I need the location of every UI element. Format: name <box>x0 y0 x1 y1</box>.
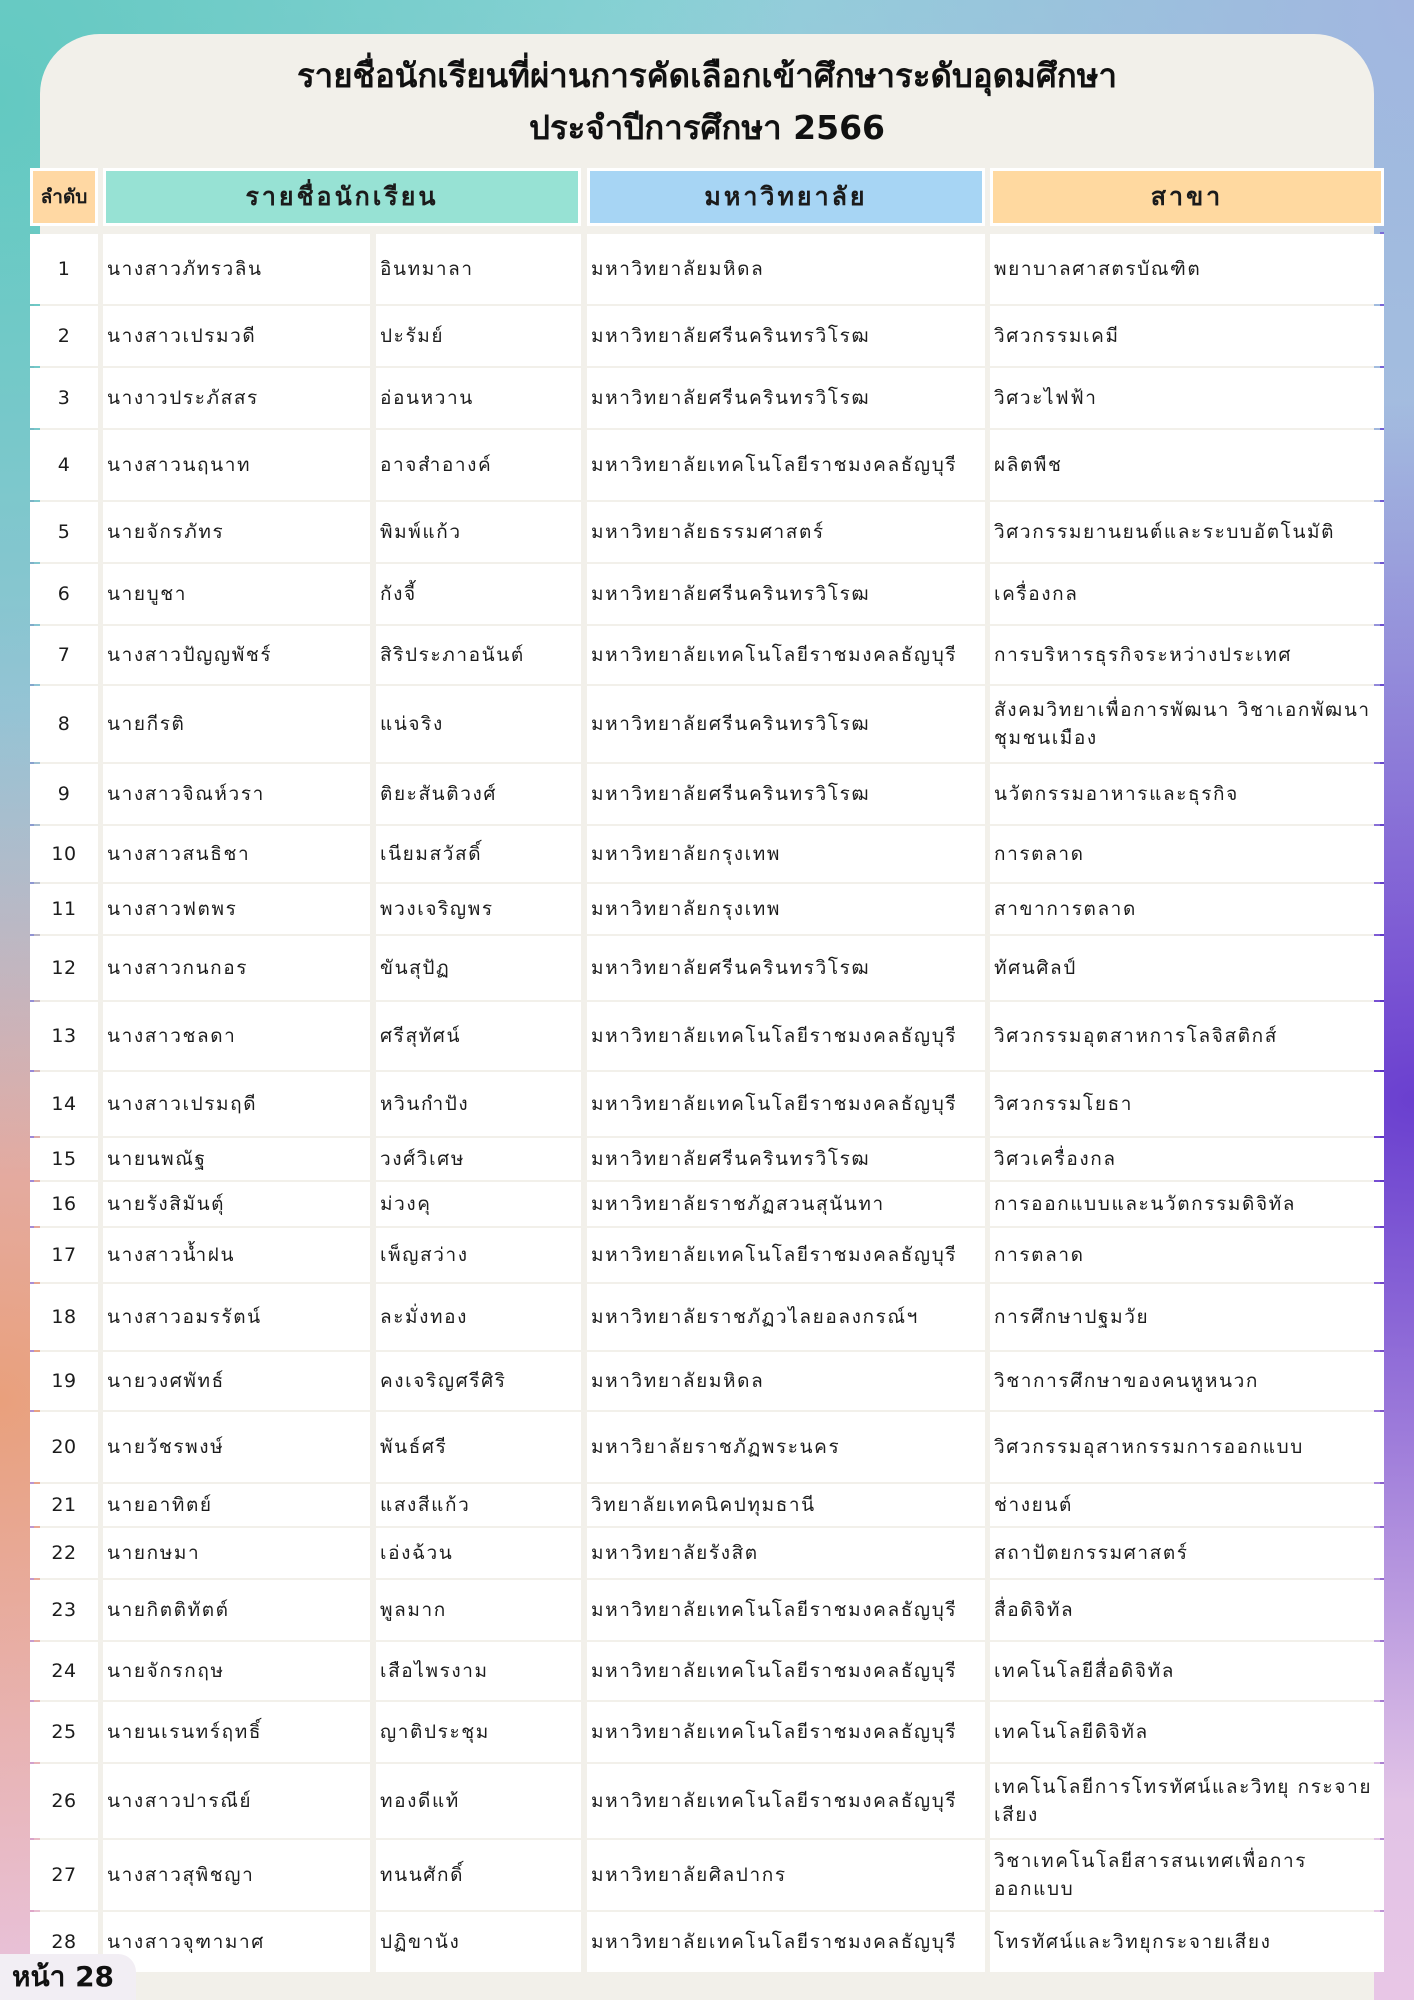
field-of-study: ทัศนศิลป์ <box>990 936 1384 1000</box>
student-first-name: นายกษมา <box>103 1528 370 1578</box>
student-first-name: นายกีรติ <box>103 686 370 762</box>
university-name: วิทยาลัยเทคนิคปทุมธานี <box>587 1484 985 1526</box>
row-number: 25 <box>30 1702 98 1762</box>
student-last-name: ติยะสันติวงศ์ <box>376 764 581 824</box>
table-row <box>30 1002 1384 1070</box>
table-row <box>30 1182 1384 1226</box>
field-of-study: เทคโนโลยีการโทรทัศน์และวิทยุ กระจายเสียง <box>990 1764 1384 1838</box>
table-row <box>30 564 1384 624</box>
row-number: 6 <box>30 564 98 624</box>
row-number: 27 <box>30 1840 98 1910</box>
field-of-study: วิศวกรรมโยธา <box>990 1072 1384 1136</box>
university-name: มหาวิทยาลัยเทคโนโลยีราชมงคลธัญบุรี <box>587 1002 985 1070</box>
field-of-study: สาขาการตลาด <box>990 884 1384 934</box>
university-name: มหาวิทยาลัยศิลปากร <box>587 1840 985 1910</box>
field-of-study: วิศวกรรมอุตสาหการโลจิสติกส์ <box>990 1002 1384 1070</box>
student-last-name: พูลมาก <box>376 1580 581 1640</box>
field-of-study: วิชาการศึกษาของคนหูหนวก <box>990 1352 1384 1410</box>
table-row <box>30 1580 1384 1640</box>
university-name: มหาวิทยาลัยราชภัฏวไลยอลงกรณ์ฯ <box>587 1284 985 1350</box>
field-of-study: การตลาด <box>990 1228 1384 1282</box>
student-last-name: แสงสีแก้ว <box>376 1484 581 1526</box>
student-last-name: เอ่งฉ้วน <box>376 1528 581 1578</box>
header-field: สาขา <box>990 168 1384 226</box>
row-number: 11 <box>30 884 98 934</box>
university-name: มหาวิทยาลัยเทคโนโลยีราชมงคลธัญบุรี <box>587 1642 985 1700</box>
student-first-name: นายนพณัฐ <box>103 1138 370 1180</box>
row-number: 3 <box>30 368 98 428</box>
field-of-study: พยาบาลศาสตรบัณฑิต <box>990 234 1384 304</box>
university-name: มหาวิทยาลัยเทคโนโลยีราชมงคลธัญบุรี <box>587 626 985 684</box>
table-row <box>30 1284 1384 1350</box>
row-number: 4 <box>30 430 98 500</box>
university-name: มหาวิทยาลัยเทคโนโลยีราชมงคลธัญบุรี <box>587 1580 985 1640</box>
student-last-name: แน่จริง <box>376 686 581 762</box>
student-first-name: นางสาวเปรมวดี <box>103 306 370 366</box>
field-of-study: การศึกษาปฐมวัย <box>990 1284 1384 1350</box>
university-name: มหาวิทยาลัยเทคโนโลยีราชมงคลธัญบุรี <box>587 1228 985 1282</box>
table-row <box>30 1764 1384 1838</box>
student-first-name: นางสาวน้ำฝน <box>103 1228 370 1282</box>
student-first-name: นายวัชรพงษ์ <box>103 1412 370 1482</box>
student-last-name: ปะรัมย์ <box>376 306 581 366</box>
student-last-name: ปฏิขานัง <box>376 1912 581 1972</box>
university-name: มหาวิทยาลัยศรีนครินทรวิโรฒ <box>587 1138 985 1180</box>
row-number: 21 <box>30 1484 98 1526</box>
student-last-name: คงเจริญศรีศิริ <box>376 1352 581 1410</box>
student-first-name: นางาวประภัสสร <box>103 368 370 428</box>
field-of-study: สังคมวิทยาเพื่อการพัฒนา วิชาเอกพัฒนาชุมชนเมือง <box>990 686 1384 762</box>
student-last-name: อาจสำอางค์ <box>376 430 581 500</box>
student-last-name: พันธ์ศรี <box>376 1412 581 1482</box>
student-last-name: ละมั่งทอง <box>376 1284 581 1350</box>
student-first-name: นางสาวอมรรัตน์ <box>103 1284 370 1350</box>
university-name: มหาวิทยาลัยศรีนครินทรวิโรฒ <box>587 686 985 762</box>
title-line-2: ประจำปีการศึกษา 2566 <box>529 108 885 147</box>
table-row <box>30 1702 1384 1762</box>
table-row <box>30 234 1384 304</box>
row-number: 14 <box>30 1072 98 1136</box>
table-row <box>30 1228 1384 1282</box>
field-of-study: โทรทัศน์และวิทยุกระจายเสียง <box>990 1912 1384 1972</box>
student-first-name: นายจักรภัทร <box>103 502 370 562</box>
university-name: มหาวิทยาลัยศรีนครินทรวิโรฒ <box>587 764 985 824</box>
field-of-study: เครื่องกล <box>990 564 1384 624</box>
page-number: หน้า 28 <box>0 1954 136 2000</box>
table-row <box>30 686 1384 762</box>
field-of-study: สถาปัตยกรรมศาสตร์ <box>990 1528 1384 1578</box>
table-row <box>30 1484 1384 1526</box>
row-number: 2 <box>30 306 98 366</box>
student-last-name: เนียมสวัสดิ์ <box>376 826 581 882</box>
table-row <box>30 306 1384 366</box>
student-first-name: นางสาวจิณห์วรา <box>103 764 370 824</box>
row-number: 19 <box>30 1352 98 1410</box>
university-name: มหาวิทยาลัยศรีนครินทรวิโรฒ <box>587 306 985 366</box>
table-row <box>30 368 1384 428</box>
student-first-name: นางสาวกนกอร <box>103 936 370 1000</box>
student-last-name: วงศ์วิเศษ <box>376 1138 581 1180</box>
row-number: 15 <box>30 1138 98 1180</box>
row-number: 13 <box>30 1002 98 1070</box>
table-row <box>30 430 1384 500</box>
university-name: มหาวิทยาลัยมหิดล <box>587 234 985 304</box>
student-last-name: พิมพ์แก้ว <box>376 502 581 562</box>
university-name: มหาวิทยาลัยศรีนครินทรวิโรฒ <box>587 564 985 624</box>
student-last-name: เสือไพรงาม <box>376 1642 581 1700</box>
row-number: 17 <box>30 1228 98 1282</box>
row-number: 22 <box>30 1528 98 1578</box>
student-last-name: ญาติประชุม <box>376 1702 581 1762</box>
field-of-study: การตลาด <box>990 826 1384 882</box>
field-of-study: วิศวเครื่องกล <box>990 1138 1384 1180</box>
university-name: มหาวิทยาลัยกรุงเทพ <box>587 826 985 882</box>
field-of-study: วิศวะไฟฟ้า <box>990 368 1384 428</box>
student-first-name: นางสาวสุพิชญา <box>103 1840 370 1910</box>
student-last-name: พวงเจริญพร <box>376 884 581 934</box>
table-row <box>30 1912 1384 1972</box>
table-row <box>30 1072 1384 1136</box>
university-name: มหาวิทยาลัยธรรมศาสตร์ <box>587 502 985 562</box>
student-first-name: นางสาวปารณีย์ <box>103 1764 370 1838</box>
table-row <box>30 1528 1384 1578</box>
table-row <box>30 1138 1384 1180</box>
table-row <box>30 1352 1384 1410</box>
university-name: มหาวิทยาลัยเทคโนโลยีราชมงคลธัญบุรี <box>587 1072 985 1136</box>
student-last-name: ขันสุปัฏ <box>376 936 581 1000</box>
field-of-study: วิศวกรรมยานยนต์และระบบอัตโนมัติ <box>990 502 1384 562</box>
student-first-name: นางสาวสนธิชา <box>103 826 370 882</box>
field-of-study: วิศวกรรมเคมี <box>990 306 1384 366</box>
student-first-name: นายรังสิมันตุ์ <box>103 1182 370 1226</box>
table-row <box>30 502 1384 562</box>
field-of-study: เทคโนโลยีดิจิทัล <box>990 1702 1384 1762</box>
student-last-name: กังจี้ <box>376 564 581 624</box>
table-row <box>30 1840 1384 1910</box>
field-of-study: การออกแบบและนวัตกรรมดิจิทัล <box>990 1182 1384 1226</box>
table-row <box>30 826 1384 882</box>
student-last-name: หวินกำปัง <box>376 1072 581 1136</box>
table-row <box>30 626 1384 684</box>
student-first-name: นายจักรกฤษ <box>103 1642 370 1700</box>
field-of-study: สื่อดิจิทัล <box>990 1580 1384 1640</box>
field-of-study: นวัตกรรมอาหารและธุรกิจ <box>990 764 1384 824</box>
student-last-name: ม่วงคุ <box>376 1182 581 1226</box>
student-first-name: นายอาทิตย์ <box>103 1484 370 1526</box>
university-name: มหาวิทยาลัยเทคโนโลยีราชมงคลธัญบุรี <box>587 1764 985 1838</box>
student-last-name: ทองดีแท้ <box>376 1764 581 1838</box>
student-last-name: อ่อนหวาน <box>376 368 581 428</box>
university-name: มหาวิทยาลัยเทคโนโลยีราชมงคลธัญบุรี <box>587 1702 985 1762</box>
row-number: 18 <box>30 1284 98 1350</box>
row-number: 16 <box>30 1182 98 1226</box>
student-first-name: นายวงศพัทธ์ <box>103 1352 370 1410</box>
header-no: ลำดับ <box>30 168 98 226</box>
header-student-name: รายชื่อนักเรียน <box>103 168 581 226</box>
student-last-name: ศรีสุทัศน์ <box>376 1002 581 1070</box>
row-number: 12 <box>30 936 98 1000</box>
field-of-study: วิชาเทคโนโลยีสารสนเทศเพื่อการ ออกแบบ <box>990 1840 1384 1910</box>
university-name: มหาวิทยาลัยมหิดล <box>587 1352 985 1410</box>
row-number: 20 <box>30 1412 98 1482</box>
row-number: 24 <box>30 1642 98 1700</box>
student-first-name: นางสาวภัทรวลิน <box>103 234 370 304</box>
university-name: มหาวิทยาลัยศรีนครินทรวิโรฒ <box>587 936 985 1000</box>
university-name: มหาวิทยาลัยราชภัฏสวนสุนันทา <box>587 1182 985 1226</box>
row-number: 7 <box>30 626 98 684</box>
student-last-name: เพ็ญสว่าง <box>376 1228 581 1282</box>
header-university: มหาวิทยาลัย <box>587 168 985 226</box>
table-row <box>30 884 1384 934</box>
title-line-1: รายชื่อนักเรียนที่ผ่านการคัดเลือกเข้าศึกษาระดับอุดมศึกษา <box>296 56 1118 95</box>
student-first-name: นางสาวเปรมฤดี <box>103 1072 370 1136</box>
row-number: 26 <box>30 1764 98 1838</box>
university-name: มหาวิทยาลัยกรุงเทพ <box>587 884 985 934</box>
row-number: 9 <box>30 764 98 824</box>
university-name: มหาวิทยาลัยเทคโนโลยีราชมงคลธัญบุรี <box>587 430 985 500</box>
student-last-name: อินทมาลา <box>376 234 581 304</box>
field-of-study: ผลิตพืช <box>990 430 1384 500</box>
student-first-name: นายบูชา <box>103 564 370 624</box>
table-row <box>30 764 1384 824</box>
university-name: มหาวิทยาลัยรังสิต <box>587 1528 985 1578</box>
table-row <box>30 936 1384 1000</box>
row-number: 5 <box>30 502 98 562</box>
page-title <box>40 50 1374 154</box>
row-number: 1 <box>30 234 98 304</box>
university-name: มหาวิยาลัยราชภัฏพระนคร <box>587 1412 985 1482</box>
row-number: 10 <box>30 826 98 882</box>
table-row <box>30 1642 1384 1700</box>
student-first-name: นางสาวชลดา <box>103 1002 370 1070</box>
row-number: 8 <box>30 686 98 762</box>
student-first-name: นางสาวปัญญพัชร์ <box>103 626 370 684</box>
student-last-name: สิริประภาอนันต์ <box>376 626 581 684</box>
field-of-study: ช่างยนต์ <box>990 1484 1384 1526</box>
student-first-name: นายนเรนทร์ฤทธิ์ <box>103 1702 370 1762</box>
student-first-name: นางสาวจุฑามาศ <box>103 1912 370 1972</box>
student-first-name: นางสาวนฤนาท <box>103 430 370 500</box>
student-first-name: นางสาวฟตพร <box>103 884 370 934</box>
student-last-name: ทนนศักดิ์ <box>376 1840 581 1910</box>
field-of-study: การบริหารธุรกิจระหว่างประเทศ <box>990 626 1384 684</box>
table-row <box>30 1412 1384 1482</box>
university-name: มหาวิทยาลัยเทคโนโลยีราชมงคลธัญบุรี <box>587 1912 985 1972</box>
row-number: 28 <box>30 1912 98 1972</box>
university-name: มหาวิทยาลัยศรีนครินทรวิโรฒ <box>587 368 985 428</box>
field-of-study: วิศวกรรมอุสาหกรรมการออกแบบ <box>990 1412 1384 1482</box>
student-first-name: นายกิตติทัตต์ <box>103 1580 370 1640</box>
field-of-study: เทคโนโลยีสื่อดิจิทัล <box>990 1642 1384 1700</box>
row-number: 23 <box>30 1580 98 1640</box>
